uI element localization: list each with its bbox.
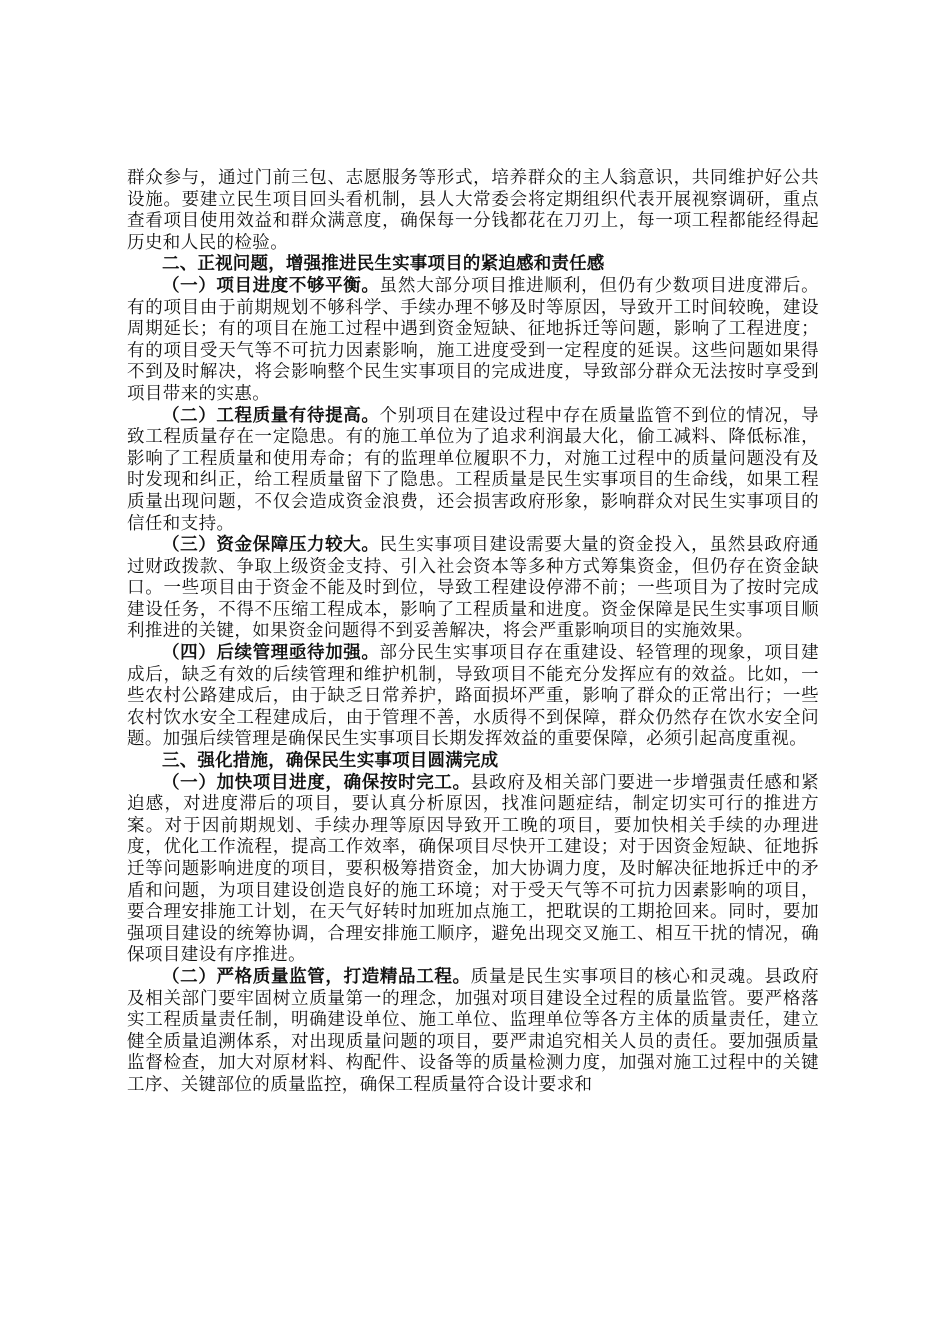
opening-paragraph: 群众参与，通过门前三包、志愿服务等形式，培养群众的主人翁意识，共同维护好公共设施。要建立民生项目回头看机制，县人大常委会将定期组织代表开展视察调研，重点查看项目使用效益和群众满意度，确保每一分钱都花在刀刃上，每一项工程都能经得起历史和人民的检验。 (127, 168, 819, 253)
item-lead: （二）工程质量有待提高。 (162, 405, 380, 426)
section-2-item-4 (127, 643, 819, 751)
item-lead: （四）后续管理亟待加强。 (162, 643, 380, 664)
item-text: 县政府及相关部门要进一步增强责任感和紧迫感，对进度滞后的项目，要认真分析原因，找准问题症结，制定切实可行的推进方案。对于因前期规划、手续办理等原因导致开工晚的项目，要加快相关手续的办理进度，优化工作流程，提高工作效率，确保项目尽快开工建设；对于因资金短缺、征地拆迁等问题影响进度的项目，要积极筹措资金，加大协调力度，及时解决征地拆迁中的矛盾和问题，为项目建设创造良好的施工环境；对于受天气等不可抗力因素影响的项目，要合理安排施工计划，在天气好转时加班加点施工，把耽误的工期抢回来。同时，要加强项目建设的统筹协调，合理安排施工顺序，避免出现交叉施工、相互干扰的情况，确保项目建设有序推进。 (127, 772, 819, 966)
section-2-item-3 (127, 535, 819, 643)
item-text: 民生实事项目建设需要大量的资金投入，虽然县政府通过财政拨款、争取上级资金支持、引入社会资本等多种方式筹集资金，但仍存在资金缺口。一些项目由于资金不能及时到位，导致工程建设停滞不前；一些项目为了按时完成建设任务，不得不压缩工程成本，影响了工程质量和进度。资金保障是民生实事项目顺利推进的关键，如果资金问题得不到妥善解决，将会严重影响项目的实施效果。 (127, 535, 819, 642)
section-2-item-2 (127, 406, 819, 536)
document-page (127, 168, 819, 1097)
item-lead: （三）资金保障压力较大。 (162, 535, 380, 556)
item-lead: （二）严格质量监管，打造精品工程。 (162, 966, 471, 987)
section-3-item-1 (127, 773, 819, 967)
item-text: 部分民生实事项目存在重建设、轻管理的现象，项目建成后，缺乏有效的后续管理和维护机制，导致项目不能充分发挥应有的效益。比如，一些农村公路建成后，由于缺乏日常养护，路面损坏严重，影响了群众的正常出行；一些农村饮水安全工程建成后，由于管理不善，水质得不到保障，群众仍然存在饮水安全问题。加强后续管理是确保民生实事项目长期发挥效益的重要保障，必须引起高度重视。 (127, 643, 819, 750)
item-text: 个别项目在建设过程中存在质量监管不到位的情况，导致工程质量存在一定隐患。有的施工单位为了追求利润最大化，偷工减料、降低标准，影响了工程质量和使用寿命；有的监理单位履职不力，对施工过程中的质量问题没有及时发现和纠正，给工程质量留下了隐患。工程质量是民生实事项目的生命线，如果工程质量出现问题，不仅会造成资金浪费，还会损害政府形象，影响群众对民生实事项目的信任和支持。 (127, 405, 819, 534)
section-3-heading: 三、强化措施，确保民生实事项目圆满完成 (162, 751, 499, 772)
section-3-item-2 (127, 967, 819, 1097)
section-2-item-1 (127, 276, 819, 406)
item-text: 质量是民生实事项目的核心和灵魂。县政府及相关部门要牢固树立质量第一的理念，加强对项目建设全过程的质量监管。要严格落实工程质量责任制，明确建设单位、施工单位、监理单位等各方主体的质量责任，建立健全质量追溯体系，对出现质量问题的项目，要严肃追究相关人员的责任。要加强质量监督检查，加大对原材料、构配件、设备等的质量检测力度，加强对施工过程中的关键工序、关键部位的质量监控，确保工程质量符合设计要求和 (127, 966, 819, 1095)
item-lead: （一）项目进度不够平衡。 (162, 275, 380, 296)
item-lead: （一）加快项目进度，确保按时完工。 (162, 772, 471, 793)
section-2-heading: 二、正视问题，增强推进民生实事项目的紧迫感和责任感 (162, 254, 605, 275)
item-text: 虽然大部分项目推进顺利，但仍有少数项目进度滞后。有的项目由于前期规划不够科学、手续办理不够及时等原因，导致开工时间较晚，建设周期延长；有的项目在施工过程中遇到资金短缺、征地拆迁等问题，影响了工程进度；有的项目受天气等不可抗力因素影响，施工进度受到一定程度的延误。这些问题如果得不到及时解决，将会影响整个民生实事项目的完成进度，导致部分群众无法按时享受到项目带来的实惠。 (127, 275, 819, 404)
